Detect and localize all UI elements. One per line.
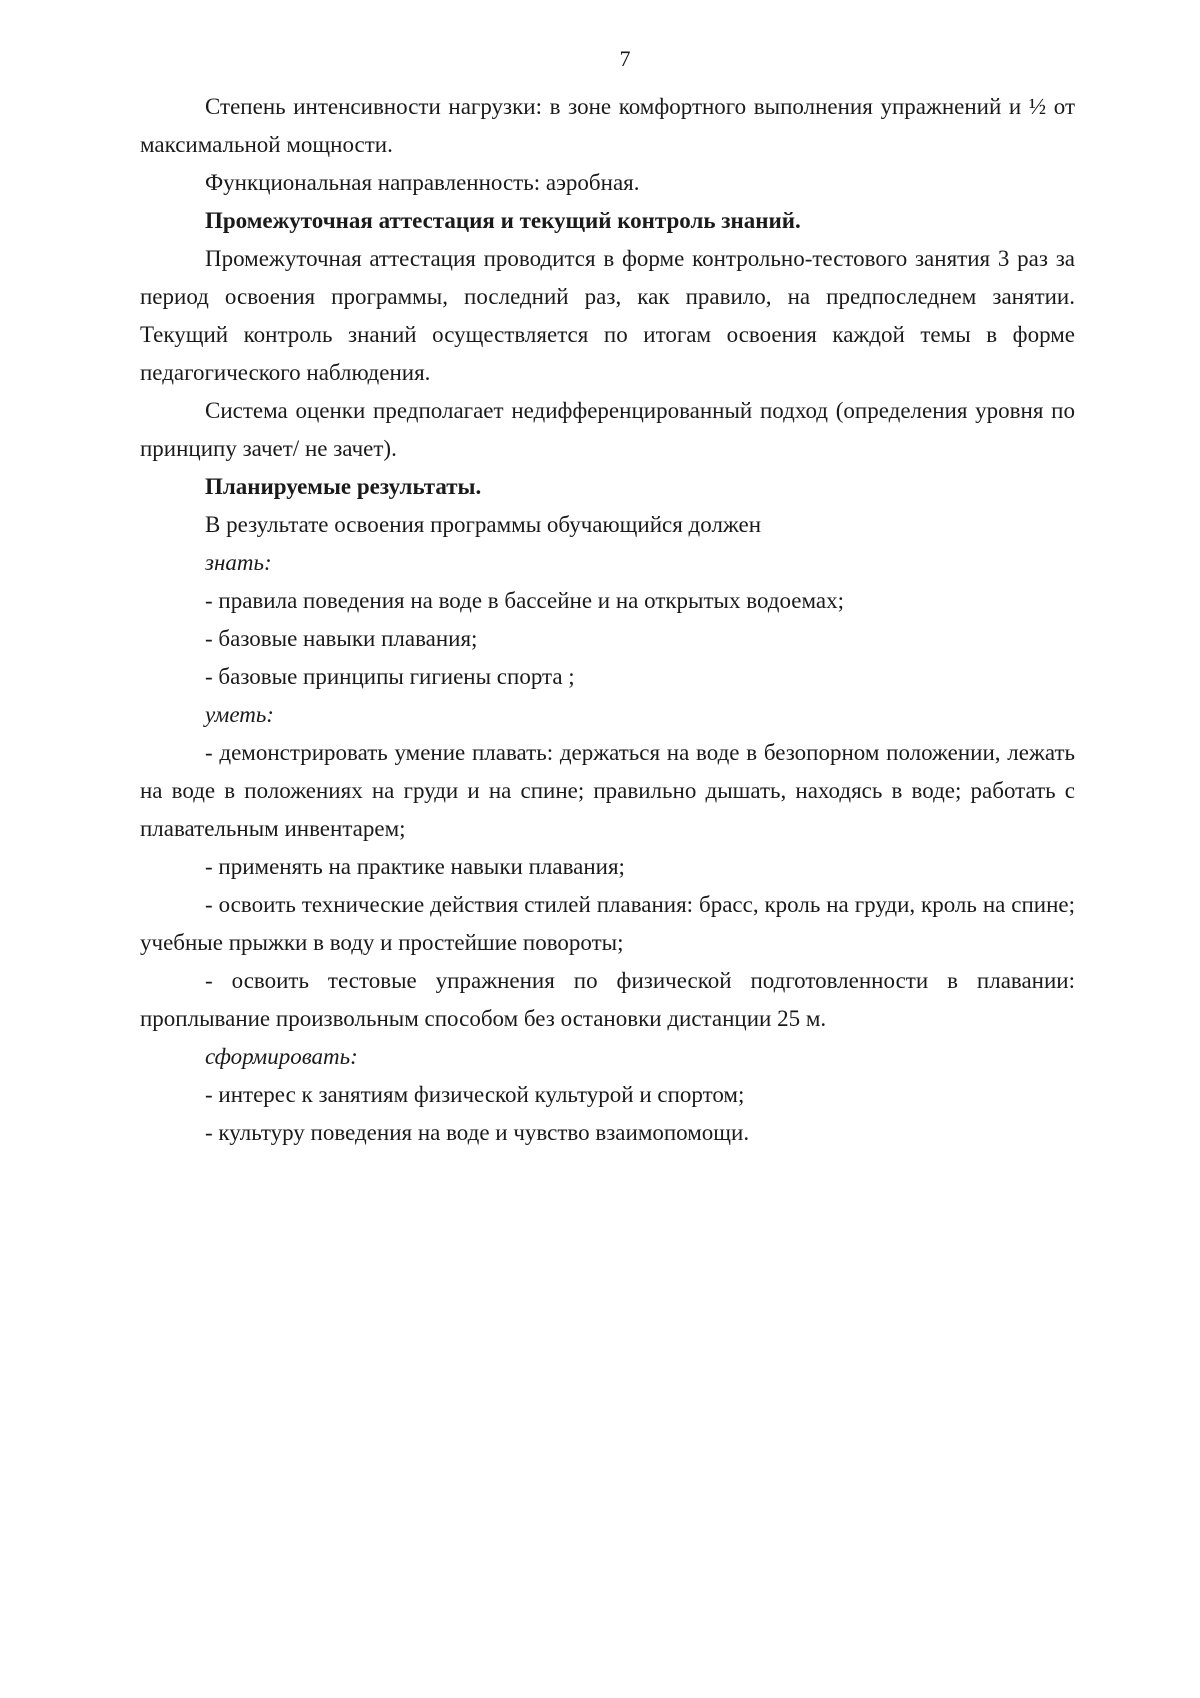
heading-planned-results: Планируемые результаты.	[205, 474, 482, 499]
label-be-able: уметь:	[205, 702, 274, 727]
document-body	[140, 88, 1075, 1152]
list-item-know-3: - базовые принципы гигиены спорта ;	[205, 664, 575, 689]
list-item-able-2: - применять на практике навыки плавания;	[205, 854, 625, 879]
list-item-able-4: - освоить тестовые упражнения по физической подготовленности в плавании: проплывание произвольным способом без остановки дистанции 25 м.	[140, 968, 1075, 1031]
paragraph-results-intro: В результате освоения программы обучающийся должен	[205, 512, 762, 537]
paragraph-functional-focus: Функциональная направленность: аэробная.	[205, 170, 640, 195]
page-number: 7	[619, 46, 631, 71]
list-item-form-1: - интерес к занятиям физической культурой и спортом;	[205, 1082, 745, 1107]
paragraph-load-intensity: Степень интенсивности нагрузки: в зоне комфортного выполнения упражнений и ½ от максимальной мощности.	[140, 94, 1075, 157]
paragraph-grading-system: Система оценки предполагает недифференцированный подход (определения уровня по принципу зачет/ не зачет).	[140, 398, 1075, 461]
heading-attestation: Промежуточная аттестация и текущий контроль знаний.	[205, 208, 801, 233]
label-know: знать:	[205, 550, 272, 575]
list-item-form-2: - культуру поведения на воде и чувство взаимопомощи.	[205, 1120, 750, 1145]
paragraph-attestation: Промежуточная аттестация проводится в форме контрольно-тестового занятия 3 раз за период освоения программы, последний раз, как правило, на предпоследнем занятии. Текущий контроль знаний осуществляется по итогам освоения каждой темы в форме педагогического наблюдения.	[140, 246, 1075, 385]
list-item-know-1: - правила поведения на воде в бассейне и на открытых водоемах;	[205, 588, 844, 613]
label-form: сформировать:	[205, 1044, 358, 1069]
list-item-able-3: - освоить технические действия стилей плавания: брасс, кроль на груди, кроль на спине; учебные прыжки в воду и простейшие повороты;	[140, 892, 1075, 955]
list-item-know-2: - базовые навыки плавания;	[205, 626, 478, 651]
list-item-able-1: - демонстрировать умение плавать: держаться на воде в безопорном положении, лежать на воде в положениях на груди и на спине; правильно дышать, находясь в воде; работать с плавательным инвентарем;	[140, 740, 1075, 841]
